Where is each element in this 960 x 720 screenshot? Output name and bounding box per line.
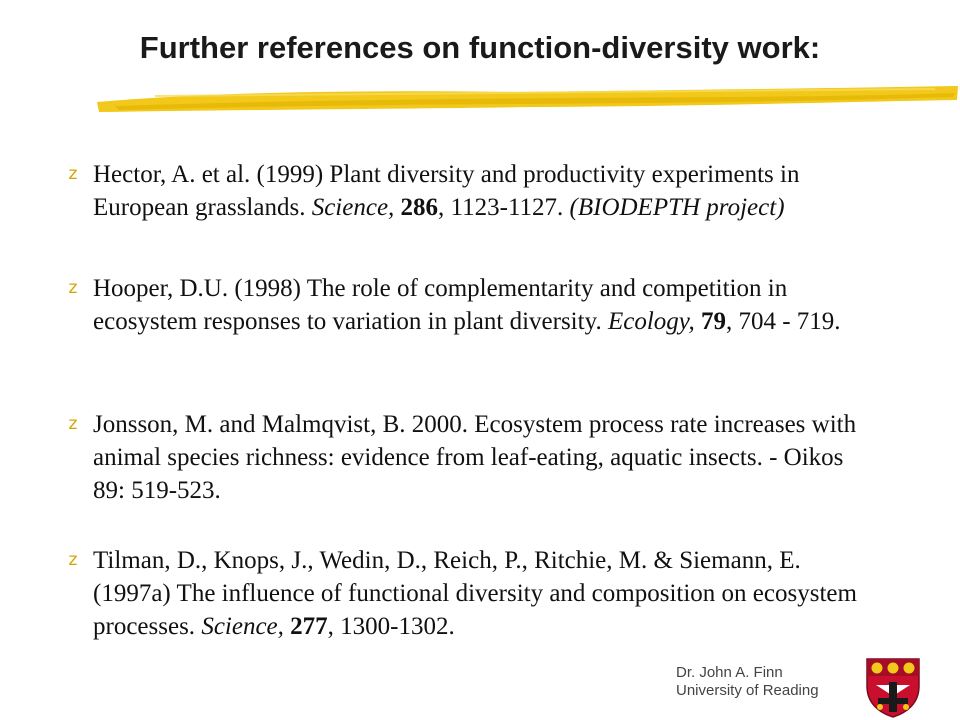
reference-text-part: 277 <box>290 613 328 640</box>
reference-text-part: , 704 - 719. <box>725 308 841 335</box>
reference-text-part: (BIODEPTH project) <box>569 194 785 221</box>
reference-text-part: , 1123-1127. <box>438 194 570 221</box>
reference-text-part: , 1300-1302. <box>327 613 455 640</box>
bullet-icon: z <box>68 278 78 298</box>
reference-text-part: Science, <box>201 613 284 640</box>
title-underline-brushstroke <box>95 80 960 125</box>
reference-text-part: Science, <box>311 194 395 221</box>
reference-text <box>93 272 873 338</box>
reference-text-part: Hooper, D.U. (1998) The role of complementarity and competition in ecosystem responses to variation in plant diversity. <box>93 275 788 335</box>
bullet-icon: z <box>68 164 78 184</box>
reference-text-part: 286 <box>400 194 439 221</box>
author-name: Dr. John A. Finn <box>676 664 783 681</box>
reference-text-part: Jonsson, M. and Malmqvist, B. 2000. Ecosystem process rate increases with animal species richness: evidence from leaf-eating, aquatic insects. - Oikos 89: 519-523. <box>93 411 857 504</box>
reference-text <box>93 544 873 643</box>
reference-text <box>93 158 873 224</box>
university-crest-icon <box>864 656 922 718</box>
institution-name: University of Reading <box>676 682 819 699</box>
slide-title: Further references on function-diversity work: <box>139 30 821 65</box>
bullet-icon: z <box>68 414 78 434</box>
reference-text-part: 79 <box>700 308 726 335</box>
author-footer <box>676 664 856 700</box>
reference-text <box>93 408 873 507</box>
reference-text-part: Tilman, D., Knops, J., Wedin, D., Reich, P., Ritchie, M. & Siemann, E. (1997a) The influence of functional diversity and composition on ecosystem processes. <box>93 547 857 640</box>
reference-text-part: Ecology, <box>607 308 695 335</box>
reference-text-part: Hector, A. et al. (1999) Plant diversity and productivity experiments in European grasslands. <box>93 161 800 221</box>
bullet-icon: z <box>68 550 78 570</box>
